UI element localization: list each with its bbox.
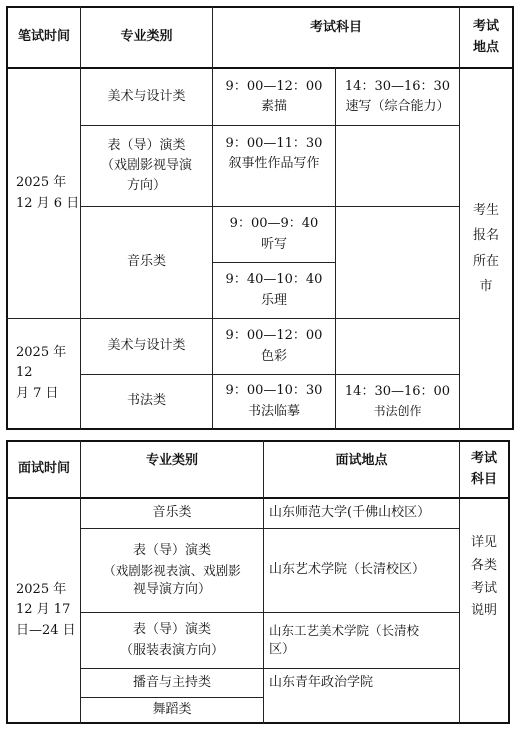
header-written-category: 专业类别 bbox=[120, 29, 173, 45]
header-interview-category: 专业类别 bbox=[145, 452, 198, 468]
interview-category-music: 音乐类 bbox=[152, 505, 192, 521]
subject-dictation: 9：00—9：40 听写 bbox=[229, 216, 319, 252]
header-written-subjects: 考试科目 bbox=[309, 19, 362, 35]
subject-calligraphy-creation: 14：30—16：00 书法创作 bbox=[344, 384, 451, 419]
subject-narrative-writing: 9：00—11：30 叙事性作品写作 bbox=[225, 135, 323, 171]
subject-color: 9：00—12：00 色彩 bbox=[225, 328, 323, 364]
subject-sketch: 9：00—12：00 素描 bbox=[225, 78, 323, 114]
category-art-design-2: 美术与设计类 bbox=[107, 338, 186, 354]
subject-quick-sketch: 14：30—16：30 速写（综合能力） bbox=[344, 78, 451, 114]
exam-location: 考生 报名 所在 市 bbox=[472, 202, 499, 294]
interview-subjects-note: 详见 各类 考试 说明 bbox=[470, 535, 497, 619]
category-directing: 表（导）演类 （戏剧影视导演 方向） bbox=[100, 137, 192, 194]
date-dec-6: 2025 年 12 月 6 日 bbox=[16, 175, 80, 211]
interview-date: 2025 年 12 月 17 日—24 日 bbox=[16, 582, 76, 638]
interview-category-acting: 表（导）演类 （戏剧影视表演、戏剧影 视导演方向） bbox=[103, 542, 241, 598]
subject-calligraphy-copy: 9：00—10：30 书法临摹 bbox=[225, 383, 323, 419]
interview-location-sdart: 山东艺术学院（长清校区） bbox=[269, 562, 426, 578]
interview-category-dance: 舞蹈类 bbox=[152, 701, 192, 717]
subject-music-theory: 9：40—10：40 乐理 bbox=[225, 272, 323, 308]
interview-category-broadcast: 播音与主持类 bbox=[132, 674, 211, 690]
interview-location-sdgm: 山东工艺美术学院（长清校 区） bbox=[269, 622, 420, 658]
interview-category-costume: 表（导）演类 （服装表演方向） bbox=[119, 622, 224, 658]
category-calligraphy: 书法类 bbox=[126, 393, 166, 409]
category-music: 音乐类 bbox=[126, 254, 166, 270]
date-dec-7: 2025 年 12 月 7 日 bbox=[16, 345, 67, 401]
header-written-location: 考试 地点 bbox=[472, 19, 499, 55]
category-art-design: 美术与设计类 bbox=[107, 88, 186, 104]
header-interview-subjects: 考试 科目 bbox=[470, 451, 497, 487]
header-interview-time: 面试时间 bbox=[17, 461, 70, 477]
header-written-time: 笔试时间 bbox=[17, 29, 70, 45]
header-interview-location: 面试地点 bbox=[335, 452, 388, 468]
interview-location-sdyu: 山东青年政治学院 bbox=[269, 675, 374, 690]
interview-location-sdnu: 山东师范大学(千佛山校区） bbox=[269, 505, 431, 521]
